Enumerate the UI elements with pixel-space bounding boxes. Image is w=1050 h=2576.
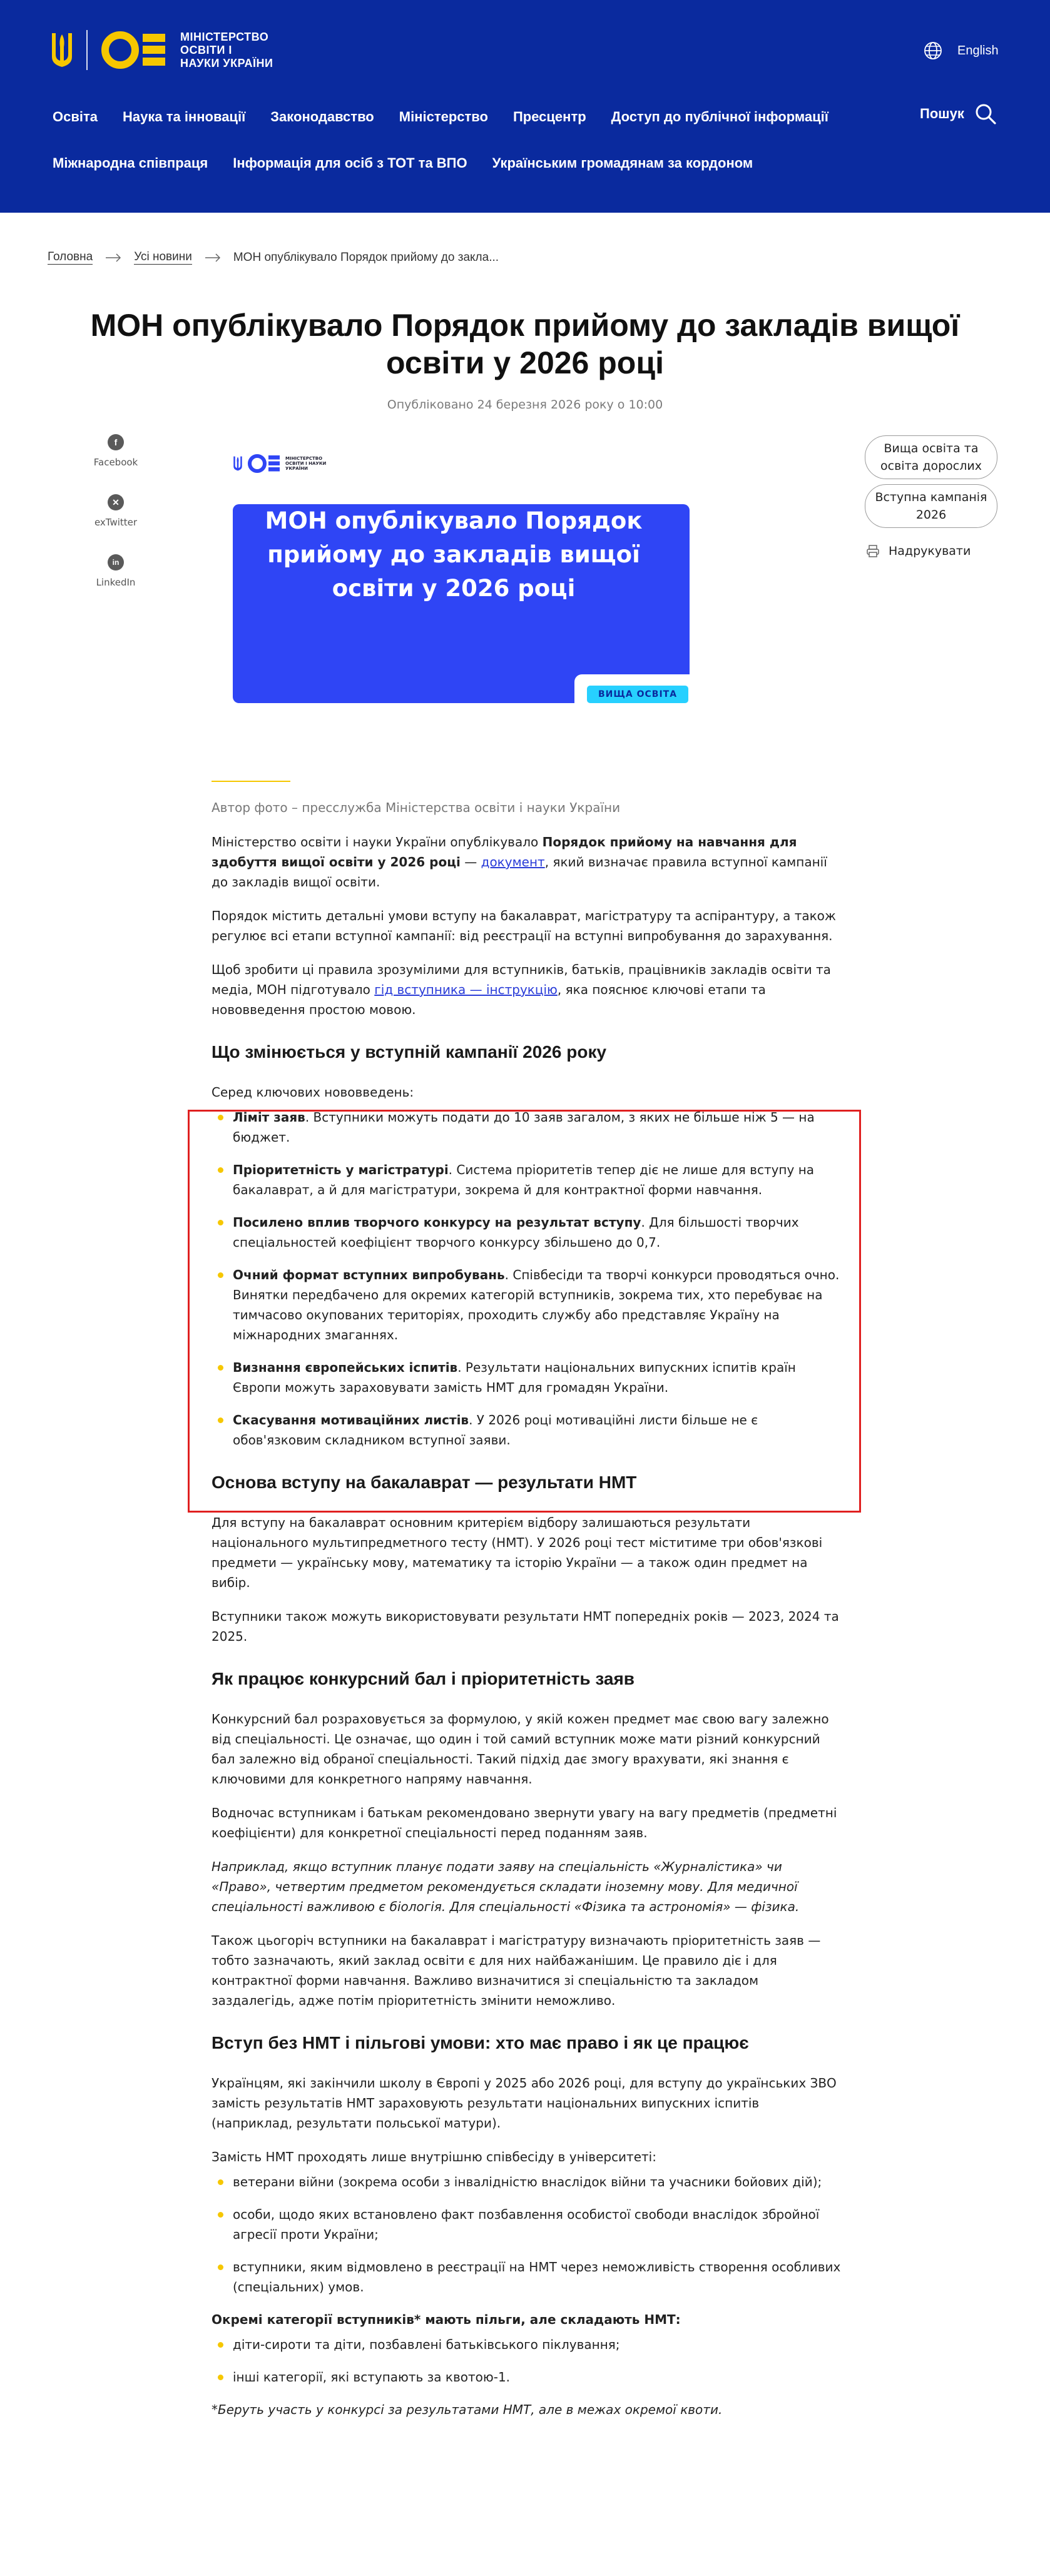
- printer-icon: [866, 544, 880, 558]
- globe-icon: [924, 41, 942, 60]
- tag-higher-education[interactable]: Вища освіта та освіта дорослих: [865, 435, 997, 479]
- list-item: Визнання європейських іспитів. Результати національних випускних іспитів країн Європи можуть зараховувати замість НМТ для громадян України.: [212, 1357, 844, 1397]
- caption-divider: [212, 781, 290, 782]
- page-title: МОН опублікувало Порядок прийому до закладів вищої освіти у 2026 році: [90, 308, 960, 380]
- search-button[interactable]: [920, 103, 997, 125]
- article-body: [212, 781, 844, 2433]
- arrow-right-icon: [205, 253, 221, 262]
- benefits-list-1: [212, 2172, 844, 2297]
- benefits-paragraph-1: Українцям, які закінчили школу в Європі у 2025 або 2026 році, для вступу до українських ЗВО замість результатів НМТ зараховують результати національних випускних іспитів (наприклад, результати польської матури).: [212, 2076, 837, 2131]
- bachelor-paragraph-1: Для вступу на бакалаврат основним критерієм відбору залишаються результати національного мультипредметного тесту (НМТ). У 2026 році тест міститиме три обов'язкові предмети — українську мову, математику та історію України — а також один предмет на вибір.: [212, 1515, 823, 1590]
- section-heading-score: Як працює конкурсний бал і пріоритетність заяв: [212, 1669, 635, 1688]
- breadcrumb-current: МОН опублікувало Порядок прийому до закла...: [233, 250, 499, 264]
- benefits-paragraph-2: Замість НМТ проходять лише внутрішню співбесіду в університеті:: [212, 2149, 656, 2164]
- score-paragraph-2: Водночас вступникам і батькам рекомендовано звернути увагу на вагу предметів (предметні коефіцієнти) для конкретної спеціальності перед поданням заяв.: [212, 1805, 837, 1840]
- intro-paragraph-2: Порядок містить детальні умови вступу на бакалаврат, магістратуру та аспірантуру, а також регулює всі етапи вступної кампанії: від реєстрації на вступні випробування до зарахування.: [212, 908, 836, 943]
- search-label: Пошук: [920, 106, 964, 121]
- benefits-list-2: [212, 2335, 844, 2387]
- share-twitter-label: exTwitter: [94, 517, 138, 528]
- score-paragraph-1: Конкурсний бал розраховується за формулою, у якій кожен предмет має свою вагу залежно від спеціальності. Це означає, що один і той самий вступник може мати різний конкурсний бал залежно від обраної спеціальності. Такий підхід дає змогу врахувати, які знання є ключовими для конкретного напряму навчання.: [212, 1711, 829, 1787]
- image-headline: МОН опублікувало Порядок прийому до закладів вищої освіти у 2026 році: [265, 507, 643, 602]
- language-switch[interactable]: [924, 41, 999, 60]
- nav-item-zakonodavstvo[interactable]: Законодавство: [270, 109, 374, 124]
- share-linkedin-label: LinkedIn: [96, 577, 136, 588]
- nav-item-za-kordonom[interactable]: Українським громадянам за кордоном: [492, 155, 753, 171]
- list-item: Посилено вплив творчого конкурсу на результат вступу. Для більшості творчих спеціальностей коефіцієнт творчого конкурсу збільшено до 0,7.: [212, 1212, 844, 1252]
- search-icon: [974, 103, 997, 125]
- nav-item-osvita[interactable]: Освіта: [53, 109, 98, 124]
- list-item: інші категорії, які вступають за квотою-1.: [212, 2367, 844, 2387]
- mon-logo-mark-icon: [248, 454, 280, 473]
- logo-text: МІНІСТЕРСТВО ОСВІТИ І НАУКИ УКРАЇНИ: [180, 30, 273, 69]
- arrow-right-icon: [105, 253, 121, 262]
- share-panel: [88, 434, 144, 614]
- trident-icon: [233, 455, 243, 472]
- section-heading-bachelor: Основа вступу на бакалаврат — результати НМТ: [212, 1473, 637, 1492]
- image-logo-text: МІНІСТЕРСТВО ОСВІТИ І НАУКИ УКРАЇНИ: [285, 456, 327, 471]
- site-header: [0, 0, 1050, 213]
- x-icon: ✕: [108, 494, 124, 510]
- publish-date: Опубліковано 24 березня 2026 року о 10:00: [387, 398, 663, 412]
- list-item: особи, щодо яких встановлено факт позбавлення особистої свободи внаслідок збройної агресії проти України;: [212, 2204, 844, 2244]
- nav-item-ministerstvo[interactable]: Міністерство: [399, 109, 488, 124]
- print-button[interactable]: [866, 544, 1000, 558]
- share-linkedin[interactable]: [88, 554, 144, 588]
- score-paragraph-4: Також цьогоріч вступники на бакалаврат і магістратуру визначають пріоритетність заяв — тобто зазначають, який заклад освіти є для них найбажанішим. Це правило діє і для контрактної форми навчання. Важливо визначитися зі спеціальністю та закладом заздалегідь, адже потім пріоритетність змінити неможливо.: [212, 1933, 821, 2008]
- intro-paragraph-1: Міністерство освіти і науки України опублікувало Порядок прийому на навчання для здобуття вищої освіти у 2026 році — документ, який визначає правила вступної кампанії до закладів вищої освіти.: [212, 834, 827, 890]
- nav-item-dostup[interactable]: Доступ до публічної інформації: [611, 109, 828, 124]
- changes-lead: Серед ключових нововведень:: [212, 1085, 414, 1100]
- section-heading-benefits: Вступ без НМТ і пільгові умови: хто має право і як це працює: [212, 2033, 749, 2052]
- mon-logo-mark-icon: [101, 31, 166, 69]
- linkedin-icon: in: [108, 554, 124, 570]
- score-paragraph-3: Наприклад, якщо вступник планує подати заяву на спеціальність «Журналістика» чи «Право», четвертим предметом рекомендується складати іноземну мову. Для медичної спеціальності важливою є біологія. Для спеціальності «Фізика та астрономія» — фізика.: [212, 1859, 800, 1914]
- breadcrumb-news[interactable]: Усі новини: [134, 250, 192, 263]
- image-badge: ВИЩА ОСВІТА: [587, 686, 688, 703]
- list-item: Очний формат вступних випробувань. Співбесіди та творчі конкурси проводяться очно. Винятки передбачено для окремих категорій вступників, зокрема тих, хто перебуває на тимчасово окупованих територіях, проходить службу або представляє Україну на міжнародних змаганнях.: [212, 1265, 844, 1345]
- share-facebook-label: Facebook: [93, 457, 138, 468]
- list-item: Ліміт заяв. Вступники можуть подати до 10 заяв загалом, з яких не більше ніж 5 — на бюджет.: [212, 1107, 844, 1147]
- facebook-icon: f: [108, 434, 124, 450]
- changes-list: [212, 1107, 844, 1450]
- logo-divider: [86, 30, 88, 70]
- benefits-paragraph-3: Окремі категорії вступників* мають пільги, але складають НМТ:: [212, 2312, 681, 2327]
- nav-item-prescentr[interactable]: Пресцентр: [512, 109, 586, 124]
- breadcrumb-home[interactable]: Головна: [48, 250, 93, 263]
- list-item: ветерани війни (зокрема особи з інвалідністю внаслідок війни та учасники бойових дій);: [212, 2172, 844, 2192]
- list-item: діти-сироти та діти, позбавлені батьківського піклування;: [212, 2335, 844, 2355]
- intro-paragraph-3: Щоб зробити ці правила зрозумілими для вступників, батьків, працівників закладів освіти та медіа, МОН підготувало гід вступника — інструкцію, яка пояснює ключові етапи та нововведення простою мовою.: [212, 962, 831, 1017]
- breadcrumb: [48, 250, 499, 265]
- document-link[interactable]: документ: [481, 854, 545, 870]
- nav-item-nauka[interactable]: Наука та інновації: [123, 109, 246, 124]
- share-facebook[interactable]: [88, 434, 144, 468]
- print-label: Надрукувати: [889, 544, 971, 558]
- main-nav-row-1: [53, 109, 828, 125]
- site-logo[interactable]: [50, 30, 274, 70]
- tag-admission-2026[interactable]: Вступна кампанія 2026: [865, 484, 997, 528]
- guide-link[interactable]: гід вступника — інструкцію: [374, 982, 558, 997]
- benefits-footnote: *Беруть участь у конкурсі за результатами НМТ, але в межах окремої квоти.: [212, 2402, 723, 2417]
- list-item: Скасування мотиваційних листів. У 2026 році мотиваційні листи більше не є обов'язковим складником вступної заяви.: [212, 1410, 844, 1450]
- photo-caption: Автор фото – пресслужба Міністерства освіти і науки України: [212, 800, 621, 815]
- share-twitter[interactable]: [88, 494, 144, 528]
- list-item: Пріоритетність у магістратурі. Система пріоритетів тепер діє не лише для вступу на бакалаврат, а й для магістратури, зокрема й для контрактної форми навчання.: [212, 1160, 844, 1200]
- nav-item-tot-vpo[interactable]: Інформація для осіб з ТОТ та ВПО: [233, 155, 467, 171]
- main-nav-row-2: [53, 155, 753, 171]
- list-item: вступники, яким відмовлено в реєстрації на НМТ через неможливість створення особливих (спеціальних) умов.: [212, 2257, 844, 2297]
- section-heading-changes: Що змінюється у вступній кампанії 2026 року: [212, 1042, 607, 1062]
- nav-item-mizhnarodna[interactable]: Міжнародна співпраця: [53, 155, 208, 171]
- article-image: [225, 438, 701, 713]
- tags-panel: [865, 435, 1000, 558]
- bachelor-paragraph-2: Вступники також можуть використовувати результати НМТ попередніх років — 2023, 2024 та 2025.: [212, 1609, 839, 1644]
- image-logo: [233, 454, 335, 473]
- language-label: English: [957, 43, 999, 58]
- trident-icon: [50, 32, 74, 68]
